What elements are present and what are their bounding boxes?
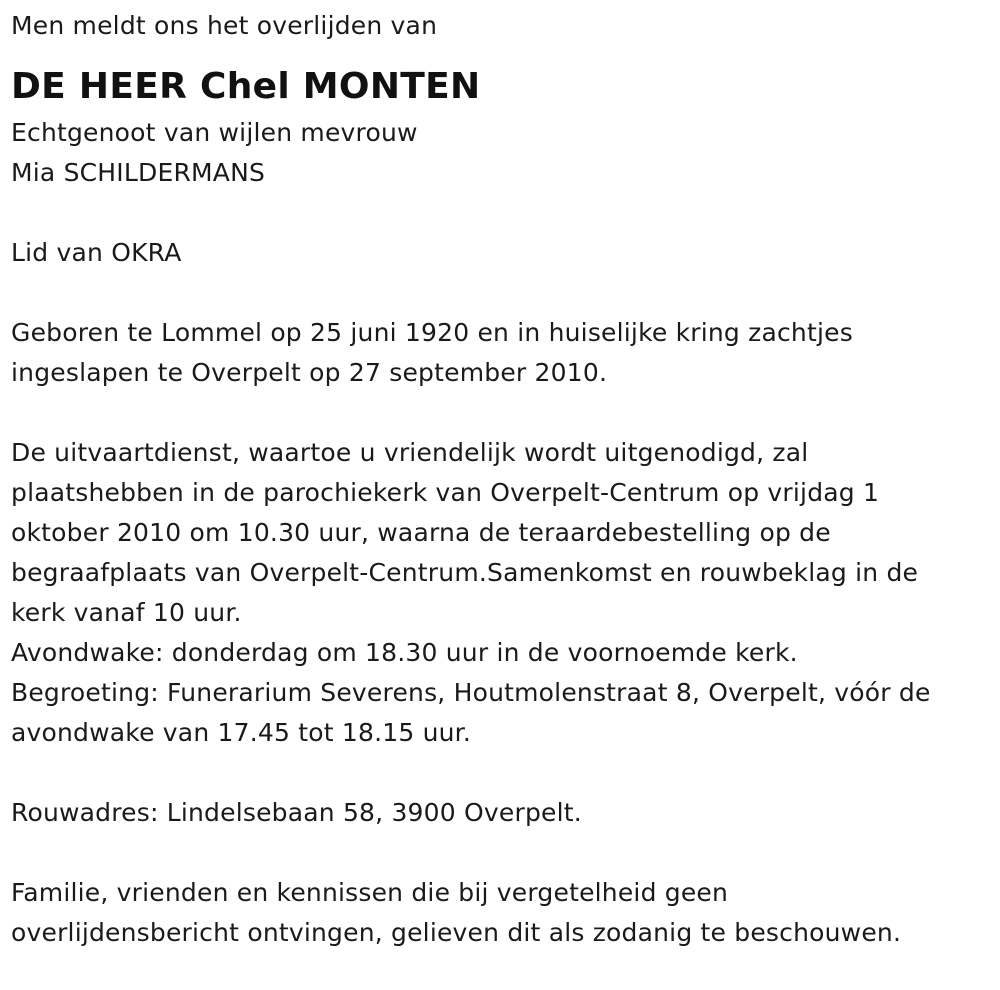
closing-line-2: overlijdensbericht ontvingen, gelieven dit als zodanig te beschouwen.: [11, 918, 902, 947]
service-line-4: begraafplaats van Overpelt-Centrum.Samenkomst en rouwbeklag in de: [11, 558, 919, 587]
spouse-line-2: Mia SCHILDERMANS: [11, 158, 266, 187]
birth-line-1: Geboren te Lommel op 25 juni 1920 en in huiselijke kring zachtjes: [11, 318, 853, 347]
closing-line-1: Familie, vrienden en kennissen die bij vergetelheid geen: [11, 878, 729, 907]
spacer: [11, 193, 986, 233]
deceased-name: DE HEER Chel MONTEN: [11, 66, 481, 107]
greeting-line-2: avondwake van 17.45 tot 18.15 uur.: [11, 718, 472, 747]
obituary-notice: [11, 6, 986, 953]
spacer: [11, 273, 986, 313]
spacer: [11, 833, 986, 873]
intro-text: Men meldt ons het overlijden van: [11, 11, 438, 40]
service-line-2: plaatshebben in de parochiekerk van Overpelt-Centrum op vrijdag 1: [11, 478, 880, 507]
spacer: [11, 753, 986, 793]
greeting-line-1: Begroeting: Funerarium Severens, Houtmolenstraat 8, Overpelt, vóór de: [11, 678, 931, 707]
spouse-line-1: Echtgenoot van wijlen mevrouw: [11, 118, 418, 147]
service-line-3: oktober 2010 om 10.30 uur, waarna de teraardebestelling op de: [11, 518, 831, 547]
service-line-5: kerk vanaf 10 uur.: [11, 598, 242, 627]
wake-line: Avondwake: donderdag om 18.30 uur in de voornoemde kerk.: [11, 638, 798, 667]
service-line-1: De uitvaartdienst, waartoe u vriendelijk wordt uitgenodigd, zal: [11, 438, 809, 467]
birth-line-2: ingeslapen te Overpelt op 27 september 2010.: [11, 358, 608, 387]
spacer: [11, 393, 986, 433]
mourning-address: Rouwadres: Lindelsebaan 58, 3900 Overpelt.: [11, 798, 582, 827]
membership-text: Lid van OKRA: [11, 238, 182, 267]
